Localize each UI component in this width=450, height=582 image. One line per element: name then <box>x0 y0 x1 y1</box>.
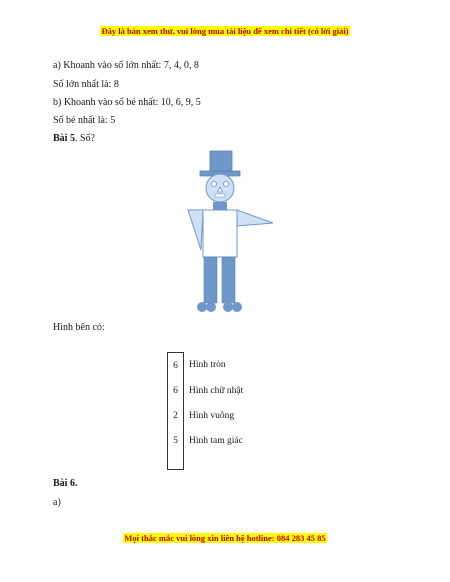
shape-label: Hình chữ nhật <box>189 385 244 396</box>
exercise-6-part-a: a) <box>53 497 61 508</box>
count-cell: 6 <box>168 353 184 379</box>
exercise-5-label: Bài 5 <box>53 133 75 144</box>
exercise-6-heading <box>53 478 77 489</box>
exercise-6-label: Bài 6. <box>53 478 78 489</box>
robot-figure <box>185 150 277 315</box>
exercise-5-question: . Số? <box>74 133 95 144</box>
left-foot-circle-2 <box>206 302 216 312</box>
preview-notice-banner <box>0 26 450 36</box>
left-foot-circle-1 <box>197 302 207 312</box>
neck-rectangle <box>213 202 227 210</box>
right-arm-triangle <box>237 210 273 226</box>
exercise-answer-b: Số bé nhất là: 5 <box>53 115 116 126</box>
hotline-notice-text: Mọi thắc mắc vui lòng xin liên hệ hotline: 084 283 45 85 <box>124 533 326 543</box>
shape-label: Hình tam giác <box>189 435 243 446</box>
exercise-answer-a: Số lớn nhất là: 8 <box>53 79 119 90</box>
figure-caption: Hình bên có: <box>53 322 105 333</box>
left-arm-triangle <box>188 210 203 250</box>
table-row <box>168 378 244 403</box>
shape-count-table <box>167 352 244 470</box>
shape-label: Hình vuông <box>189 410 235 421</box>
shape-label-empty <box>184 453 244 470</box>
hat-top-rectangle <box>210 151 232 171</box>
count-cell-empty <box>168 453 184 470</box>
table-row <box>168 353 244 379</box>
exercise-5-heading <box>53 133 95 144</box>
right-leg-rectangle <box>222 257 235 303</box>
exercise-line-a: a) Khoanh vào số lớn nhất: 7, 4, 0, 8 <box>53 60 199 71</box>
table-row <box>168 428 244 453</box>
left-eye-circle <box>211 181 216 186</box>
hotline-notice-banner <box>0 533 450 543</box>
right-foot-circle-2 <box>232 302 242 312</box>
left-leg-rectangle <box>204 257 217 303</box>
body-square <box>203 210 237 257</box>
mouth-rectangle <box>215 194 225 197</box>
right-foot-circle-1 <box>223 302 233 312</box>
count-cell: 2 <box>168 403 184 428</box>
table-row-empty <box>168 453 244 470</box>
right-eye-circle <box>223 181 228 186</box>
table-row <box>168 403 244 428</box>
count-cell: 5 <box>168 428 184 453</box>
shape-label: Hình tròn <box>189 360 226 371</box>
preview-notice-text: Đây là bản xem thử, vui lòng mua tài liệu để xem chi tiết (có lời giải) <box>101 26 349 36</box>
count-cell: 6 <box>168 378 184 403</box>
exercise-line-b: b) Khoanh vào số bé nhất: 10, 6, 9, 5 <box>53 97 201 108</box>
